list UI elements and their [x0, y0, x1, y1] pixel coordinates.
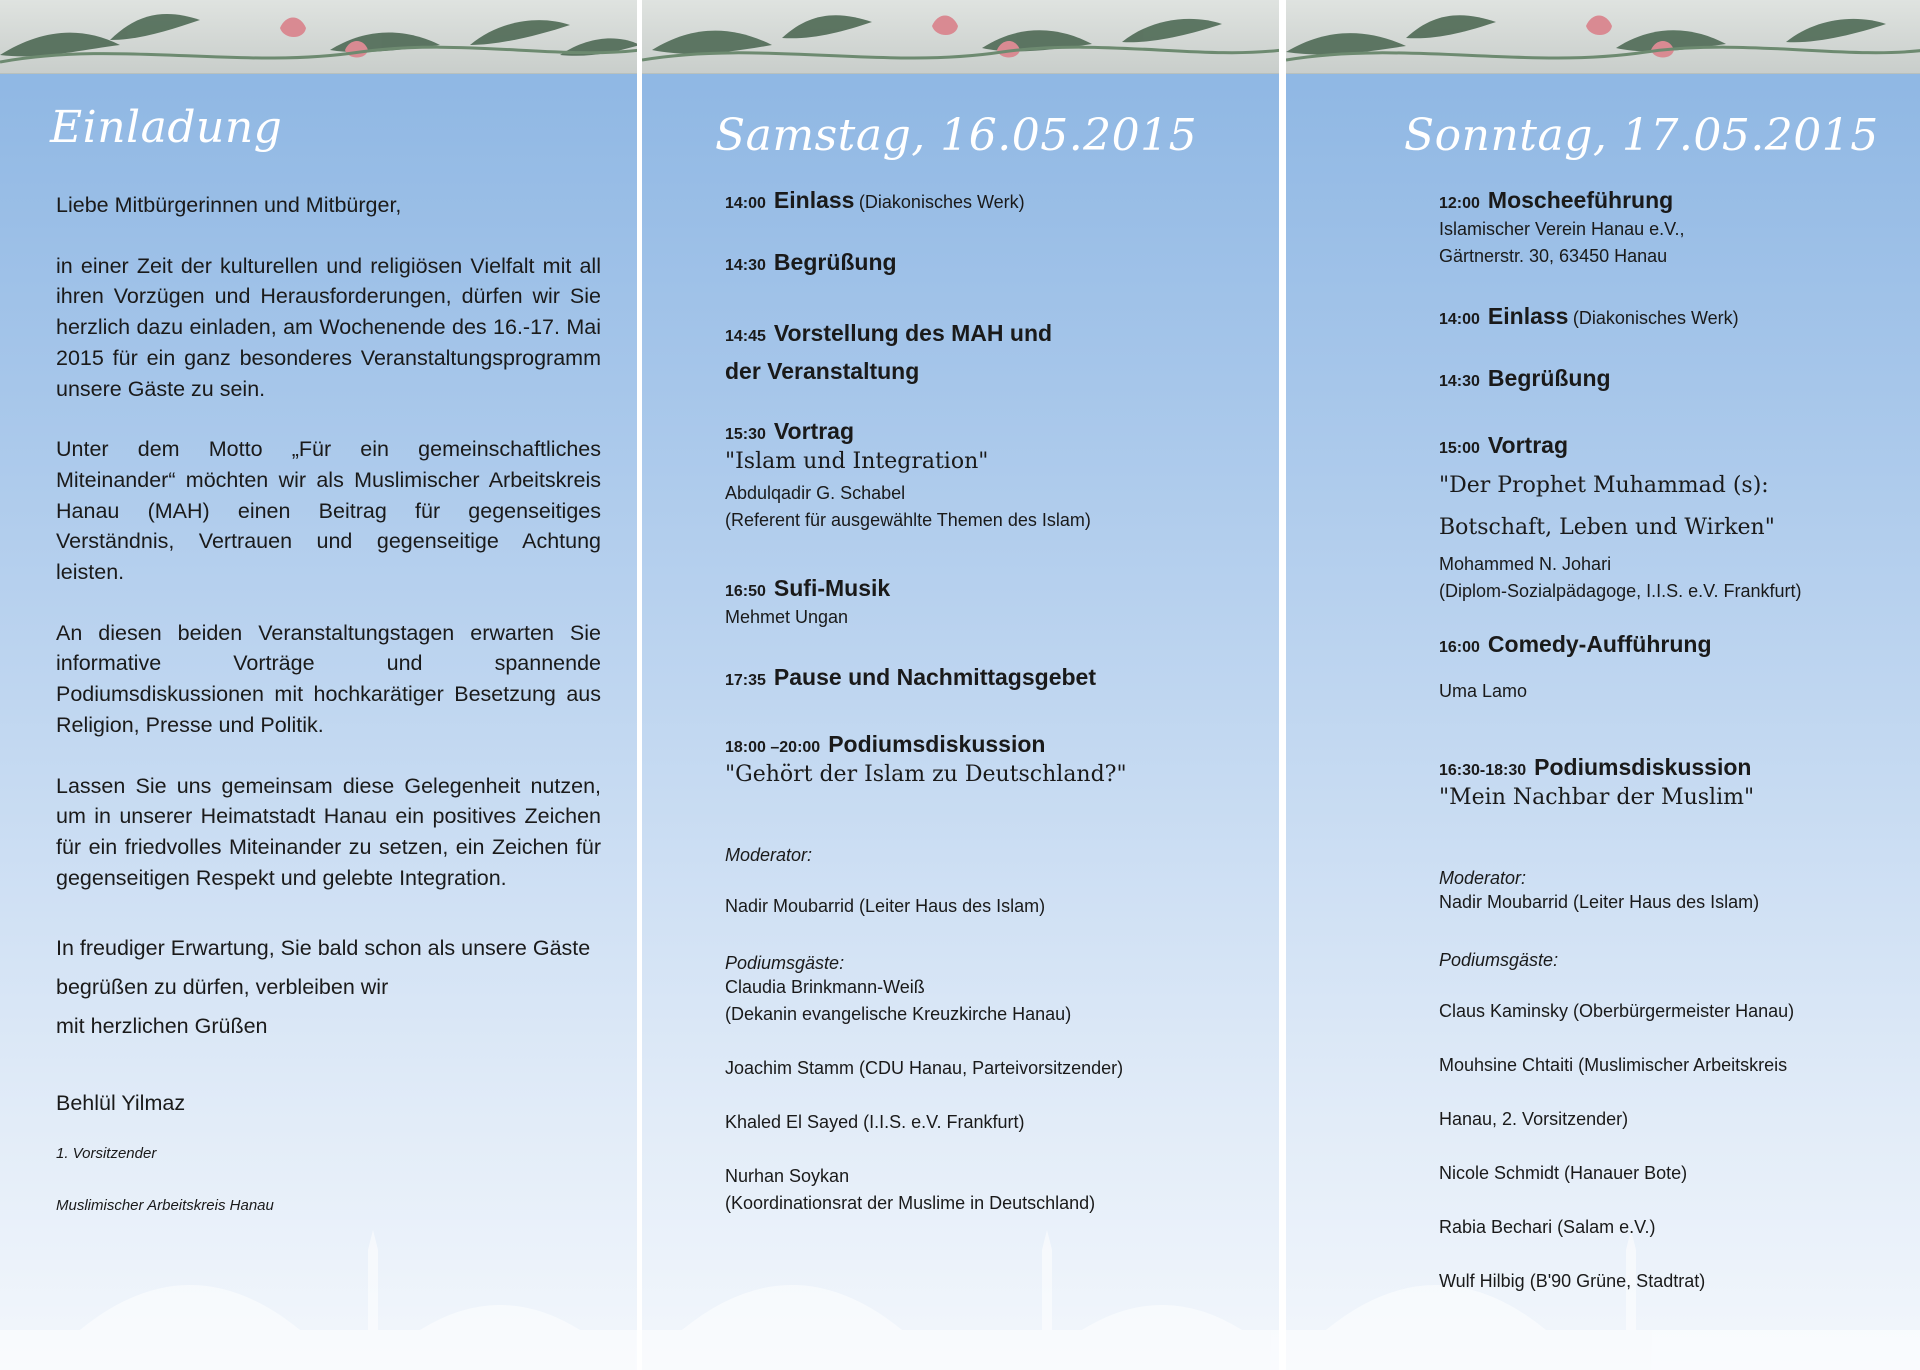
signature-name: Behlül Yilmaz	[56, 1091, 186, 1116]
panel-topic: "Mein Nachbar der Muslim"	[1439, 785, 1755, 810]
moderator-name: Nadir Moubarrid (Leiter Haus des Islam)	[725, 896, 1046, 916]
intro-paragraph-1: in einer Zeit der kulturellen und religiösen Vielfalt mit all ihren Vorzügen und Herausforderungen, dürfen wir Sie herzlich dazu einladen, am Wochenende des 16.-17. Mai 2015 für ein ganz besonderes Veranstaltungsprogramm unsere Gäste zu sein.	[56, 253, 601, 401]
event-heading: Vortrag	[773, 418, 855, 444]
event-time: 14:30	[1439, 373, 1480, 390]
invitation-title: Einladung	[50, 102, 283, 153]
guests-label: Podiumsgäste:	[725, 953, 845, 973]
event-note: (Diakonisches Werk)	[858, 192, 1025, 212]
event-heading: der Veranstaltung	[725, 358, 920, 384]
event-time: 14:45	[725, 328, 766, 345]
guest-name: Claudia Brinkmann-Weiß	[725, 977, 925, 997]
event-heading: Moscheeführung	[1487, 187, 1674, 213]
event-time: 14:00	[1439, 311, 1480, 328]
sat-event-presentation	[725, 316, 1052, 392]
sat-event-entry	[725, 187, 1025, 214]
event-time: 14:00	[725, 195, 766, 212]
sat-event-lecture	[725, 418, 1091, 534]
sunday-title: Sonntag, 17.05.2015	[1404, 110, 1879, 161]
sat-event-welcome	[725, 249, 897, 276]
event-heading: Vorstellung des MAH und	[773, 320, 1053, 346]
speaker-role: (Referent für ausgewählte Themen des Islam)	[725, 510, 1091, 530]
closing-line-3: mit herzlichen Grüßen	[56, 1014, 268, 1039]
moderator-name: Nadir Moubarrid (Leiter Haus des Islam)	[1439, 892, 1760, 912]
sun-event-lecture	[1439, 432, 1802, 605]
event-heading: Begrüßung	[1487, 365, 1611, 391]
guest-name: Joachim Stamm (CDU Hanau, Parteivorsitzender)	[725, 1058, 1124, 1078]
event-heading: Pause und Nachmittagsgebet	[773, 664, 1096, 690]
salutation: Liebe Mitbürgerinnen und Mitbürger,	[56, 193, 402, 217]
intro-paragraph-3: An diesen beiden Veranstaltungstagen erwarten Sie informative Vorträge und spannende Podiumsdiskussionen mit hochkarätiger Besetzung aus Religion, Presse und Politik.	[56, 620, 601, 737]
sat-event-music	[725, 575, 890, 631]
intro-paragraph-4: Lassen Sie uns gemeinsam diese Gelegenheit nutzen, um in unserer Heimatstadt Hanau ein positives Zeichen für ein friedvolles Miteinander zu setzen, ein Zeichen für gegenseitigen Respekt und gelebte Integration.	[56, 773, 601, 890]
event-heading: Sufi-Musik	[773, 575, 891, 601]
sun-event-tour	[1439, 187, 1684, 270]
guest-name: Khaled El Sayed (I.I.S. e.V. Frankfurt)	[725, 1112, 1025, 1132]
sat-event-break	[725, 664, 1096, 691]
event-heading: Podiumsdiskussion	[828, 731, 1046, 757]
lecture-title: Botschaft, Leben und Wirken"	[1439, 515, 1775, 540]
lecture-title: "Der Prophet Muhammad (s):	[1439, 473, 1769, 498]
panel-topic: "Gehört der Islam zu Deutschland?"	[725, 762, 1127, 787]
guest-name: Nicole Schmidt (Hanauer Bote)	[1439, 1163, 1688, 1183]
venue-line: Islamischer Verein Hanau e.V.,	[1439, 219, 1685, 239]
guest-role: (Dekanin evangelische Kreuzkirche Hanau)	[725, 1004, 1072, 1024]
venue-address: Gärtnerstr. 30, 63450 Hanau	[1439, 246, 1668, 266]
closing-line-1: In freudiger Erwartung, Sie bald schon als unsere Gäste	[56, 936, 591, 961]
event-time: 18:00 –20:00	[725, 739, 821, 756]
guest-name: Wulf Hilbig (B'90 Grüne, Stadtrat)	[1439, 1271, 1706, 1291]
intro-paragraph-2: Unter dem Motto „Für ein gemeinschaftliches Miteinander“ möchten wir als Muslimischer Arbeitskreis Hanau (MAH) einen Beitrag für gegenseitiges Verständnis, Vertrauen und gegenseitige Achtung leisten.	[56, 437, 601, 585]
event-time: 16:00	[1439, 639, 1480, 656]
speaker-role: (Diplom-Sozialpädagoge, I.I.S. e.V. Frankfurt)	[1439, 581, 1802, 601]
event-heading: Comedy-Aufführung	[1487, 631, 1712, 657]
event-note: (Diakonisches Werk)	[1572, 308, 1739, 328]
guest-name: Nurhan Soykan	[725, 1166, 850, 1186]
speaker-name: Abdulqadir G. Schabel	[725, 483, 906, 503]
signature-role: 1. Vorsitzender	[56, 1145, 157, 1163]
event-heading: Podiumsdiskussion	[1534, 754, 1752, 780]
sat-moderator	[725, 845, 1045, 920]
speaker-name: Mohammed N. Johari	[1439, 554, 1612, 574]
sat-guests	[725, 953, 1123, 1217]
sunday-panel	[1286, 0, 1920, 1370]
lecture-title: "Islam und Integration"	[725, 449, 989, 474]
event-heading: Einlass	[1487, 303, 1569, 329]
sun-event-comedy	[1439, 631, 1712, 705]
event-time: 12:00	[1439, 195, 1480, 212]
event-time: 16:50	[725, 583, 766, 600]
guest-name: Claus Kaminsky (Oberbürgermeister Hanau)	[1439, 1001, 1795, 1021]
artist-name: Mehmet Ungan	[725, 607, 849, 627]
closing-line-2: begrüßen zu dürfen, verbleiben wir	[56, 975, 389, 1000]
event-time: 17:35	[725, 672, 766, 689]
event-time: 15:00	[1439, 440, 1480, 457]
sun-event-welcome	[1439, 365, 1611, 392]
guest-name: Mouhsine Chtaiti (Muslimischer Arbeitskreis	[1439, 1055, 1788, 1075]
signature-organization: Muslimischer Arbeitskreis Hanau	[56, 1196, 274, 1214]
guest-role: (Koordinationsrat der Muslime in Deutschland)	[725, 1193, 1096, 1213]
sun-event-entry	[1439, 303, 1739, 330]
event-time: 15:30	[725, 426, 766, 443]
invitation-panel	[0, 0, 637, 1370]
moderator-label: Moderator:	[1439, 868, 1527, 888]
guest-role: Hanau, 2. Vorsitzender)	[1439, 1109, 1629, 1129]
sat-event-panel	[725, 731, 1127, 787]
event-heading: Begrüßung	[773, 249, 897, 275]
guest-name: Rabia Bechari (Salam e.V.)	[1439, 1217, 1656, 1237]
event-time: 14:30	[725, 257, 766, 274]
sun-event-panel	[1439, 754, 1754, 810]
event-heading: Einlass	[773, 187, 855, 213]
event-heading: Vortrag	[1487, 432, 1569, 458]
artist-name: Uma Lamo	[1439, 681, 1528, 701]
sun-guests	[1439, 950, 1794, 1295]
moderator-label: Moderator:	[725, 845, 813, 865]
saturday-panel	[642, 0, 1279, 1370]
sun-moderator	[1439, 868, 1759, 916]
saturday-title: Samstag, 16.05.2015	[715, 110, 1198, 161]
guests-label: Podiumsgäste:	[1439, 950, 1559, 970]
event-time: 16:30-18:30	[1439, 762, 1527, 779]
